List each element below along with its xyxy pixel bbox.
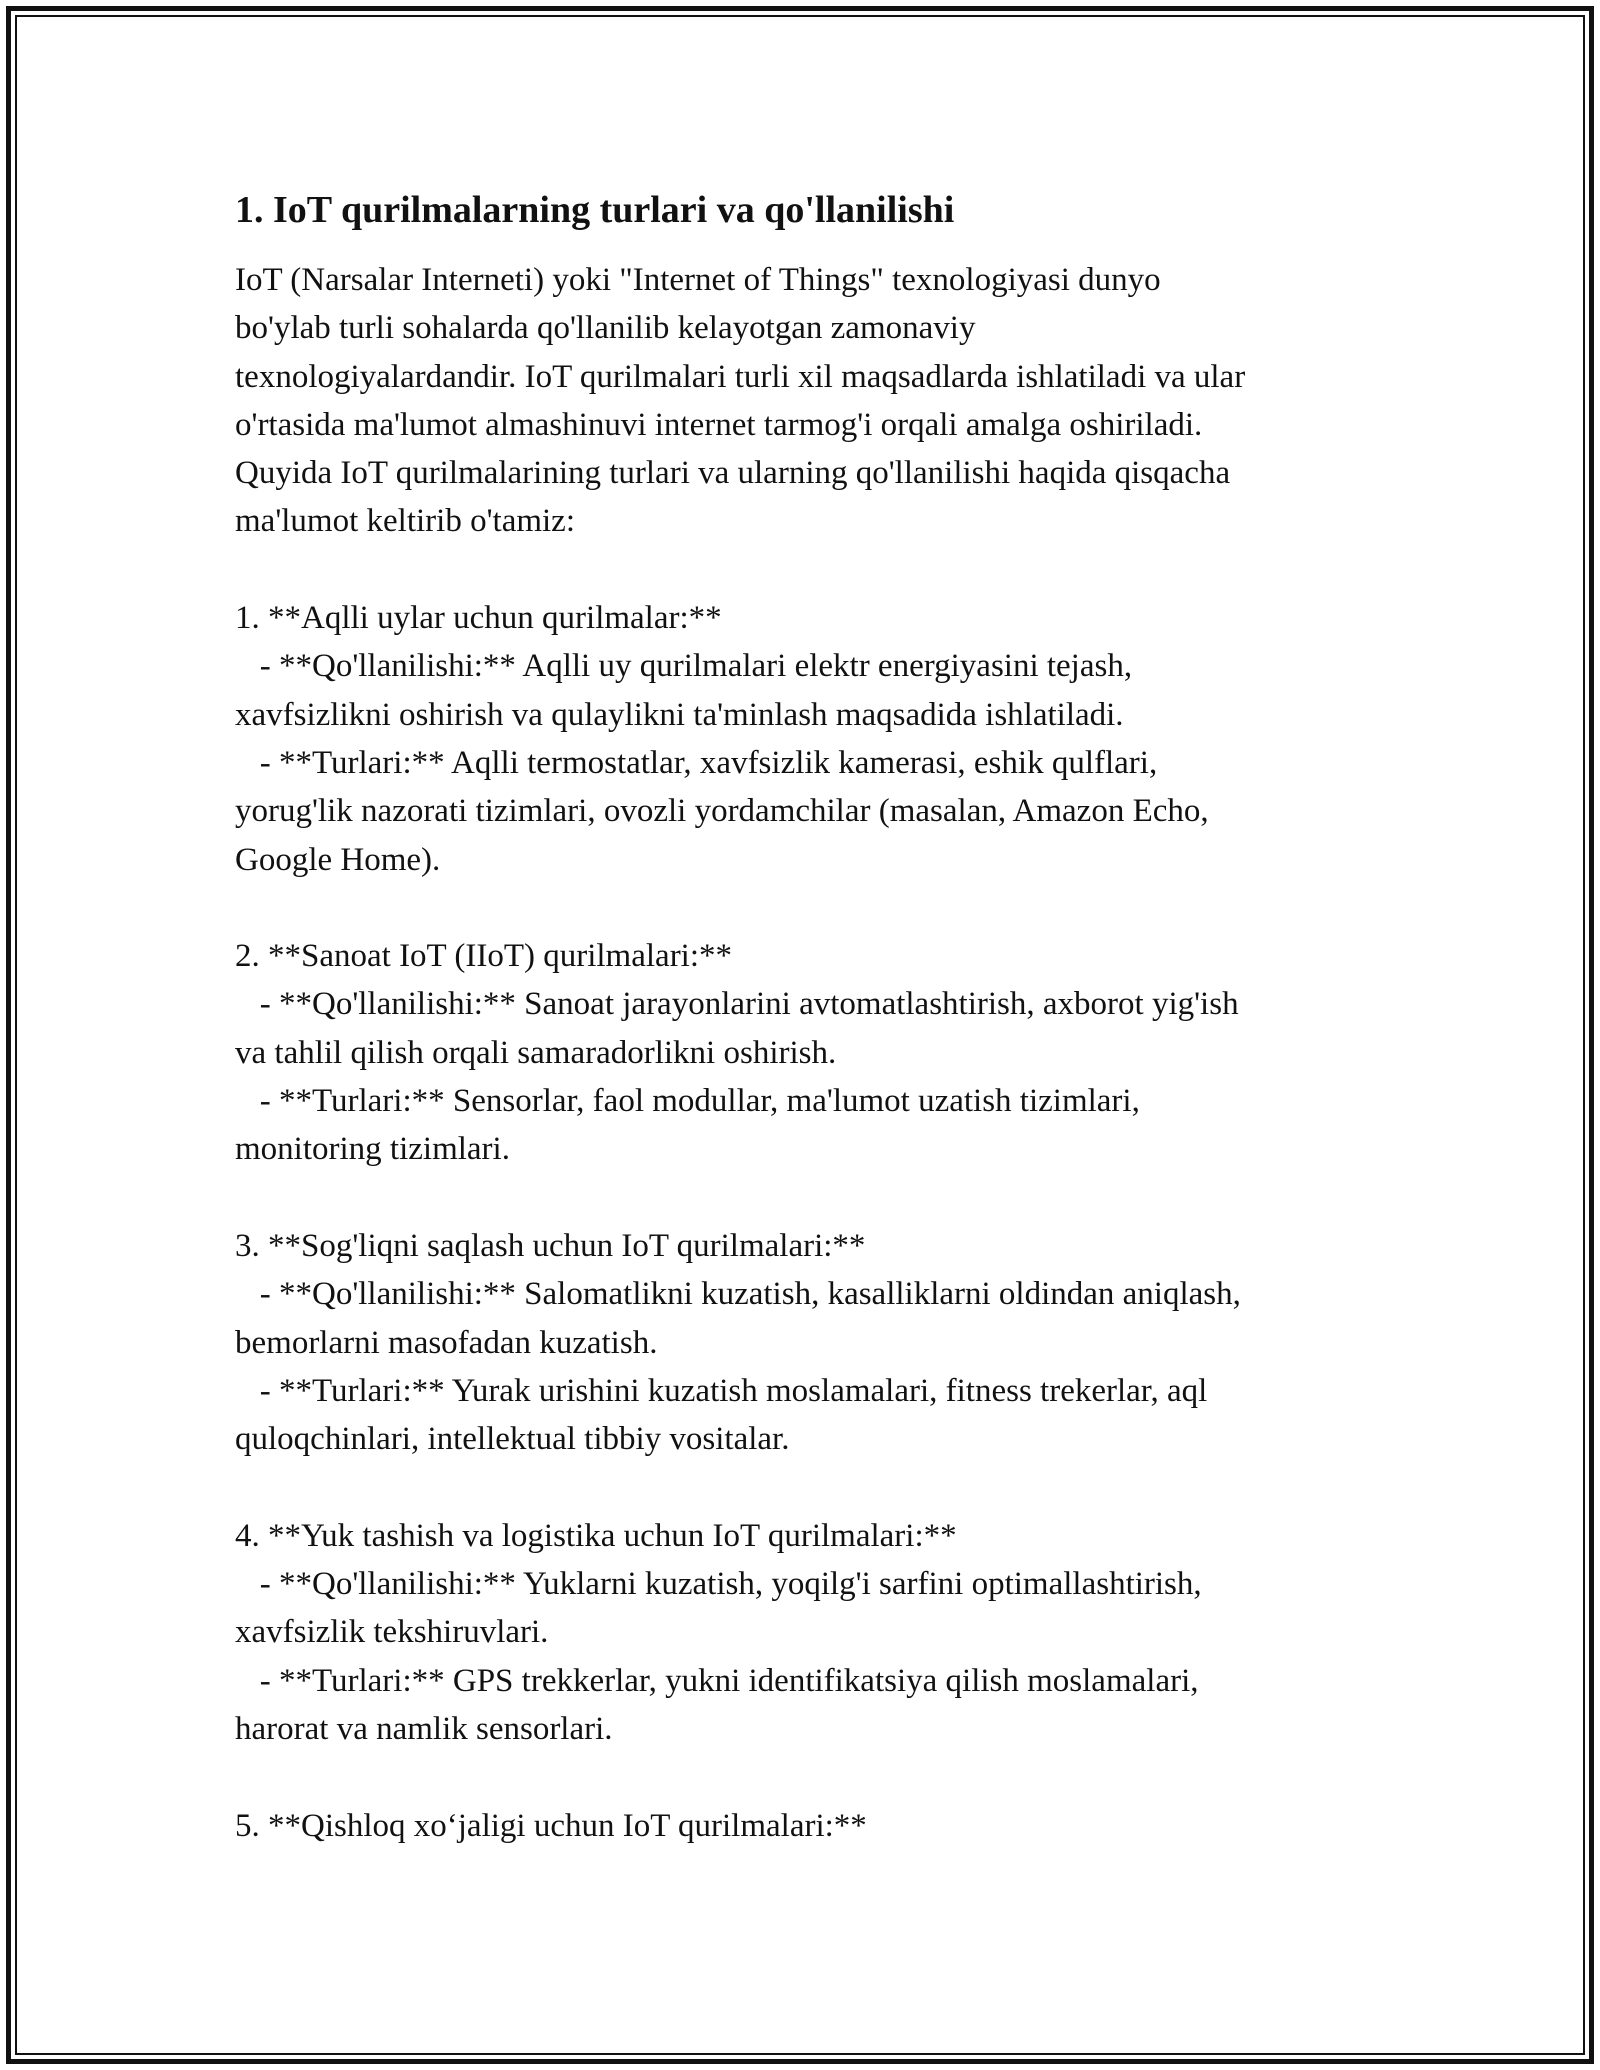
text-line: monitoring tizimlari. bbox=[235, 1131, 510, 1168]
text-line: bo'ylab turli sohalarda qo'llanilib kelayotgan zamonaviy bbox=[235, 310, 976, 347]
text-line: - **Qo'llanilishi:** Aqlli uy qurilmalari elektr energiyasini tejash, bbox=[235, 648, 1133, 685]
text-line: ma'lumot keltirib o'tamiz: bbox=[235, 503, 575, 540]
blank-line bbox=[235, 1174, 1375, 1222]
list-item-title: 1. **Aqlli uylar uchun qurilmalar:** bbox=[235, 600, 722, 637]
text-line: - **Turlari:** Aqlli termostatlar, xavfsizlik kamerasi, eshik qulflari, bbox=[235, 744, 1158, 781]
text-line: - **Qo'llanilishi:** Salomatlikni kuzatish, kasalliklarni oldindan aniqlash, bbox=[235, 1276, 1241, 1313]
text-line: bemorlarni masofadan kuzatish. bbox=[235, 1324, 658, 1361]
text-line: texnologiyalardandir. IoT qurilmalari turli xil maqsadlarda ishlatiladi va ular bbox=[235, 358, 1246, 395]
text-line: - **Turlari:** GPS trekkerlar, yukni identifikatsiya qilish moslamalari, bbox=[235, 1662, 1199, 1699]
blank-line bbox=[235, 1463, 1375, 1511]
blank-line bbox=[235, 1753, 1375, 1801]
text-line: harorat va namlik sensorlari. bbox=[235, 1710, 613, 1747]
text-line: Quyida IoT qurilmalarining turlari va ularning qo'llanilishi haqida qisqacha bbox=[235, 455, 1231, 492]
list-item-title: 2. **Sanoat IoT (IIoT) qurilmalari:** bbox=[235, 938, 733, 975]
list-item-title: 4. **Yuk tashish va logistika uchun IoT qurilmalari:** bbox=[235, 1517, 957, 1554]
text-line: - **Qo'llanilishi:** Yuklarni kuzatish, yoqilg'i sarfini optimallashtirish, bbox=[235, 1566, 1202, 1603]
blank-line bbox=[235, 546, 1375, 594]
document-text bbox=[235, 256, 1375, 1850]
text-line: xavfsizlik tekshiruvlari. bbox=[235, 1614, 549, 1651]
list-item-title: 5. **Qishloq xo‘jaligi uchun IoT qurilmalari:** bbox=[235, 1807, 867, 1844]
text-line: o'rtasida ma'lumot almashinuvi internet tarmog'i orqali amalga oshiriladi. bbox=[235, 406, 1203, 443]
text-line: quloqchinlari, intellektual tibbiy vositalar. bbox=[235, 1421, 790, 1458]
text-line: xavfsizlikni oshirish va qulaylikni ta'minlash maqsadida ishlatiladi. bbox=[235, 696, 1124, 733]
text-line: va tahlil qilish orqali samaradorlikni oshirish. bbox=[235, 1034, 837, 1071]
text-line: - **Turlari:** Yurak urishini kuzatish moslamalari, fitness trekerlar, aql bbox=[235, 1372, 1208, 1409]
text-line: IoT (Narsalar Interneti) yoki "Internet of Things" texnologiyasi dunyo bbox=[235, 262, 1161, 298]
document-heading: 1. IoT qurilmalarning turlari va qo'llanilishi bbox=[235, 189, 955, 231]
list-item-title: 3. **Sog'liqni saqlash uchun IoT qurilmalari:** bbox=[235, 1227, 866, 1264]
blank-line bbox=[235, 884, 1375, 932]
text-line: - **Turlari:** Sensorlar, faol modullar, ma'lumot uzatish tizimlari, bbox=[235, 1083, 1140, 1120]
document-body bbox=[235, 186, 1375, 1850]
text-line: yorug'lik nazorati tizimlari, ovozli yordamchilar (masalan, Amazon Echo, bbox=[235, 793, 1209, 830]
text-line: - **Qo'llanilishi:** Sanoat jarayonlarini avtomatlashtirish, axborot yig'ish bbox=[235, 986, 1239, 1023]
text-line: Google Home). bbox=[235, 841, 441, 878]
